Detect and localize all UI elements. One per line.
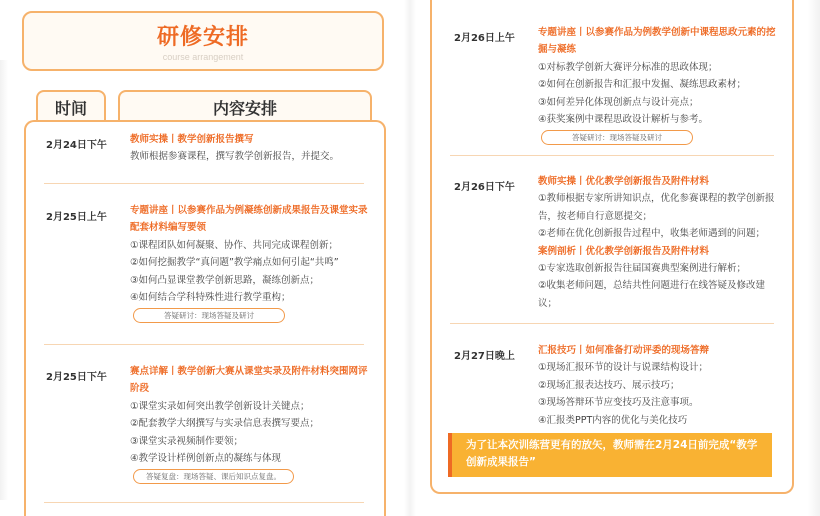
session-block — [130, 202, 370, 325]
session-time: 2月24日下午 — [46, 140, 107, 151]
header-content: 内容安排 — [118, 90, 372, 124]
left-shadow — [0, 60, 8, 500]
session-line: ②现场汇报表达技巧、展示技巧； — [538, 379, 680, 391]
session-line: ①专家选取创新报告往届国赛典型案例进行解析； — [538, 263, 747, 275]
right-shadow — [808, 0, 820, 516]
divider — [450, 155, 774, 156]
session-line: ①课程团队如何凝聚、协作、共同完成课程创新； — [130, 239, 339, 251]
session-block — [538, 342, 776, 429]
session-line: ④获奖案例中课程思政设计解析与参考。 — [538, 114, 709, 126]
page-subtitle: course arrangement — [162, 52, 244, 62]
session-heading: 专题讲座丨以参赛作品为例教学创新中课程思政元素的挖掘与凝练 — [538, 27, 776, 56]
session-time: 2月25日上午 — [46, 212, 107, 223]
middle-shadow — [404, 0, 416, 516]
session-heading: 汇报技巧丨如何准备打动评委的现场答辩 — [538, 345, 710, 356]
session-time: 2月26日上午 — [454, 33, 515, 44]
session-line: ①现场汇报环节的设计与说课结构设计； — [538, 362, 709, 374]
session-line: 教师根据参赛课程，撰写教学创新报告，并提交。 — [130, 151, 340, 163]
session-line: ①教师根据专家所讲知识点，优化参赛课程的教学创新报告，按老师自行意愿提交； — [538, 193, 775, 222]
deadline-note: 为了让本次训练营更有的放矢，教师需在2月24日前完成“教学创新成果报告” — [452, 433, 772, 477]
session-line: ②如何在创新报告和汇报中发掘、凝练思政素材； — [538, 79, 747, 91]
divider — [44, 344, 364, 345]
divider — [44, 502, 364, 503]
session-line: ③如何凸显课堂教学创新思路，凝练创新点； — [130, 274, 320, 286]
session-line: ③课堂实录视频制作要领； — [130, 435, 244, 447]
session-time: 2月26日下午 — [454, 182, 515, 193]
session-line: ①课堂实录如何突出教学创新设计关键点； — [130, 400, 310, 412]
session-heading-2: 案例剖析丨优化教学创新报告及附件材料 — [538, 245, 710, 257]
qa-badge: 答疑研讨：现场答疑及研讨 — [133, 308, 285, 323]
session-line: ④如何结合学科特殊性进行教学重构； — [130, 292, 291, 304]
header-time: 时间 — [36, 90, 106, 124]
session-line: ②老师在优化创新报告过程中，收集老师遇到的问题； — [538, 228, 766, 240]
session-line: ④汇报类PPT内容的优化与美化技巧 — [538, 414, 688, 426]
session-heading: 教师实操丨优化教学创新报告及附件材料 — [538, 176, 710, 187]
page-title: 研修安排 — [156, 25, 249, 50]
session-block — [538, 24, 776, 147]
session-heading: 教师实操丨教学创新报告撰写 — [130, 134, 254, 145]
divider — [44, 183, 364, 184]
session-heading: 专题讲座丨以参赛作品为例凝练创新成果报告及课堂实录配套材料编写要领 — [130, 205, 368, 234]
session-time: 2月27日晚上 — [454, 351, 515, 362]
title-card — [22, 11, 384, 71]
session-line: ②收集老师问题，总结共性问题进行在线答疑及修改建议； — [538, 280, 766, 309]
session-block — [538, 173, 776, 312]
session-line: ③现场答辩环节应变技巧及注意事项。 — [538, 397, 699, 409]
qa-badge: 答疑复盘：现场答疑、课后知识点复盘。 — [133, 469, 294, 484]
session-line: ④教学设计样例创新点的凝练与体现 — [130, 453, 282, 465]
session-line: ②如何挖掘教学“真问题”教学痛点如何引起“共鸣” — [130, 257, 339, 269]
session-heading: 赛点详解丨教学创新大赛从课堂实录及附件材料突围网评阶段 — [130, 366, 368, 395]
session-line: ③如何差异化体现创新点与设计亮点； — [538, 96, 699, 108]
divider — [450, 323, 774, 324]
qa-badge: 答疑研讨：现场答疑及研讨 — [541, 130, 693, 145]
session-line: ②配套教学大纲撰写与实录信息表撰写要点； — [130, 418, 320, 430]
session-time: 2月25日下午 — [46, 372, 107, 383]
session-block — [130, 131, 368, 166]
session-line: ①对标教学创新大赛评分标准的思政体现； — [538, 61, 718, 73]
session-block — [130, 363, 370, 486]
